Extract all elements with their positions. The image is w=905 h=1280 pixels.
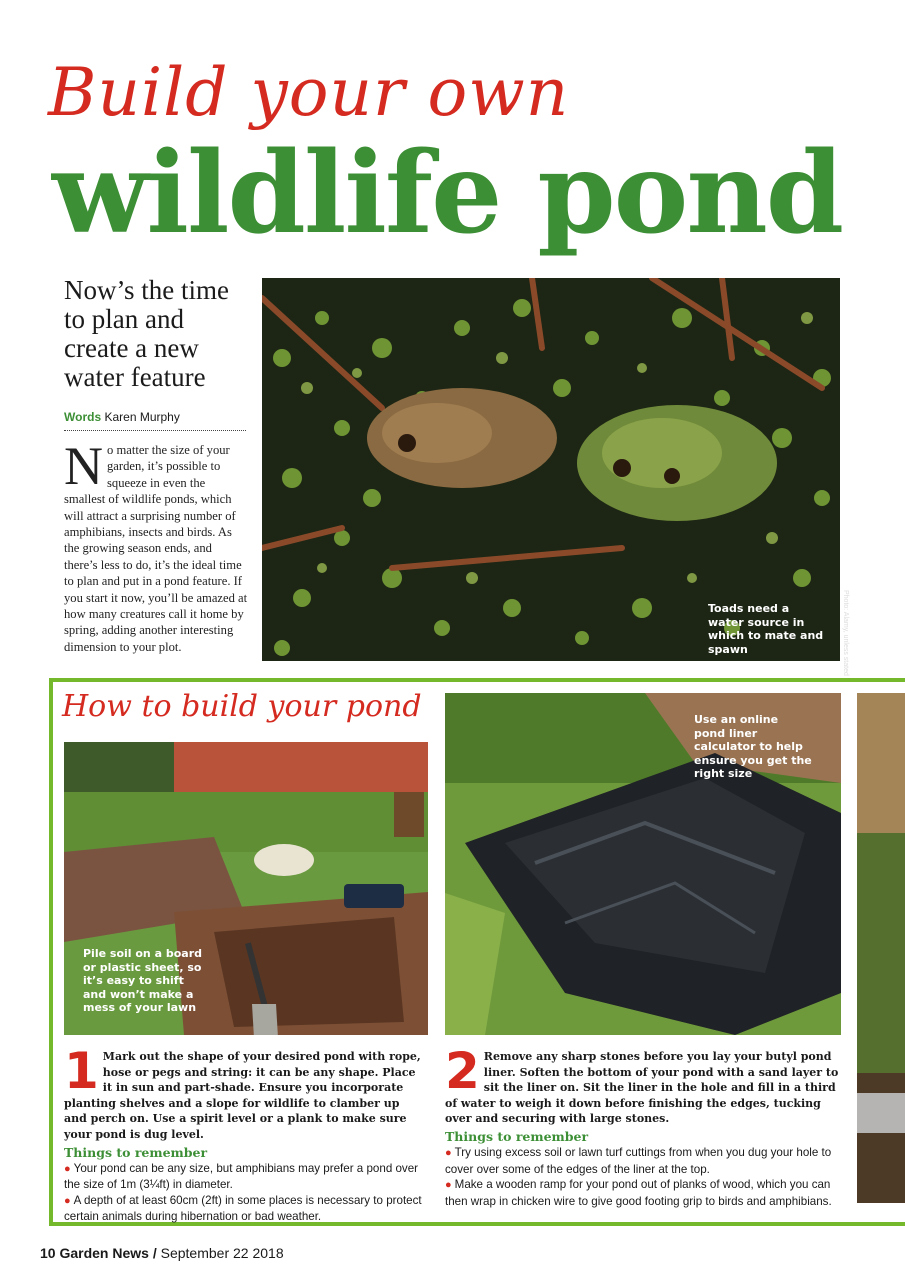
publication-name: Garden News bbox=[59, 1245, 149, 1261]
tip-text: Your pond can be any size, but amphibians may prefer a pond over the size of 1m (3¼ft) in diameter. bbox=[64, 1161, 419, 1192]
step-1-tip-2 bbox=[64, 1193, 426, 1225]
photo2-caption: Use an online pond liner calculator to help ensure you get the right size bbox=[694, 713, 812, 781]
headline-script: Build your own bbox=[48, 54, 570, 131]
photo-credit: Photo: Alamy, unless stated bbox=[842, 590, 849, 676]
step-1-tip-1 bbox=[64, 1161, 426, 1193]
standfirst: Now’s the time to plan and create a new water feature bbox=[64, 275, 229, 392]
intro-text: o matter the size of your garden, it’s possible to squeeze in even the smallest of wildlife ponds, which will attract a surprising number of amphibians, insects and birds. As the growing season ends, and there’s less to do, it’s the ideal time to plan and put in a pond feature. If you start it now, you’ll be amazed at how many creatures call it home by spring, adding another interesting dimension to your plot. bbox=[64, 443, 248, 654]
byline bbox=[64, 410, 246, 431]
tip-text: A depth of at least 60cm (2ft) in some places is necessary to protect certain animals during hibernation or bad weather. bbox=[64, 1193, 422, 1224]
footer-separator: / bbox=[152, 1245, 157, 1261]
step-1-text: Mark out the shape of your desired pond with rope, hose or pegs and string: it can be any shape. Place it in sun and part-shade. Ensure you incorporate planting shelves and a slope for wildlife to clamber up and perch on. Use a spirit level or a plank to make sure your pond is dug level. bbox=[64, 1050, 421, 1141]
issue-date: September 22 2018 bbox=[160, 1245, 284, 1261]
photo-ramp-partial bbox=[857, 693, 905, 1203]
headline-main: wildlife pond bbox=[52, 128, 843, 259]
page-footer bbox=[40, 1245, 440, 1261]
step-2-number: 2 bbox=[445, 1042, 480, 1100]
step-1-things-heading: Things to remember bbox=[64, 1144, 208, 1160]
bullet-icon: ● bbox=[445, 1179, 452, 1192]
byline-label: Words bbox=[64, 410, 102, 424]
step-2-text: Remove any sharp stones before you lay your butyl pond liner. Soften the bottom of your pond with a sand layer to sit the liner on. Sit the liner in the hole and fill in a third of water to weigh it down before finishing the edges, tucking over and securing with large stones. bbox=[445, 1050, 839, 1126]
photo1-caption: Pile soil on a board or plastic sheet, so it’s easy to shift and won’t make a mess of your lawn bbox=[83, 947, 202, 1015]
page-number: 10 bbox=[40, 1245, 56, 1261]
drop-cap: N bbox=[64, 436, 103, 496]
step-2-tip-2 bbox=[445, 1177, 843, 1209]
step-1-number: 1 bbox=[64, 1042, 99, 1100]
byline-author: Karen Murphy bbox=[104, 410, 180, 424]
intro-paragraph bbox=[64, 436, 248, 655]
howto-title: How to build your pond bbox=[62, 689, 422, 724]
step-1 bbox=[64, 1042, 426, 1225]
bullet-icon: ● bbox=[445, 1146, 452, 1159]
step-2 bbox=[445, 1042, 843, 1209]
step-2-tip-1 bbox=[445, 1145, 843, 1177]
tip-text: Try using excess soil or lawn turf cuttings from when you dug your hole to cover over some of the edges of the liner at the top. bbox=[445, 1145, 832, 1176]
hero-caption: Toads need a water source in which to mate and spawn bbox=[708, 602, 824, 656]
bullet-icon: ● bbox=[64, 1194, 71, 1207]
bullet-icon: ● bbox=[64, 1162, 71, 1175]
tip-text: Make a wooden ramp for your pond out of planks of wood, which you can then wrap in chicken wire to give good footing grip to birds and amphibians. bbox=[445, 1178, 832, 1208]
step-2-things-heading: Things to remember bbox=[445, 1128, 589, 1144]
